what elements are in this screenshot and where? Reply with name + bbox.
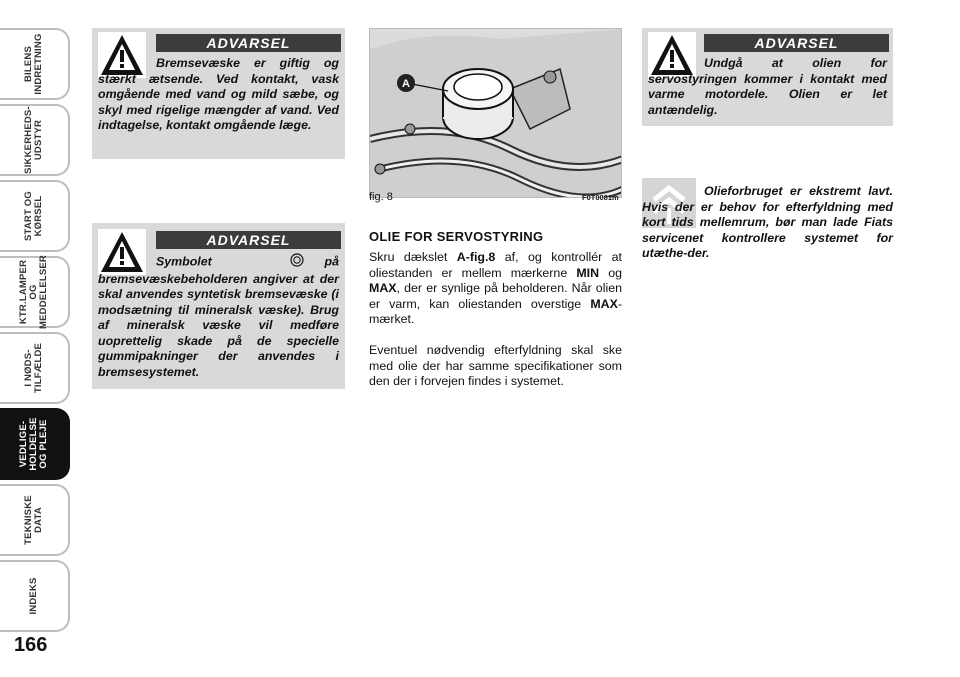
figure-caption: fig. 8 — [369, 191, 393, 203]
figure-reference: A-fig.8 — [456, 250, 496, 264]
warning-box-power-steering-oil — [642, 28, 893, 126]
warning-box-synthetic-fluid — [92, 223, 345, 389]
tab-ktr-lamper[interactable] — [0, 256, 70, 328]
note-oil-consumption — [642, 174, 893, 286]
tab-label: TEKNISKE DATA — [23, 495, 44, 545]
note-text: Olieforbruget er ekstremt lavt. Hvis der er behov for efterfyldning med kort tids mellemrum, bør man lade Fiats servicenet kontrollere systemet for utæthe-der. — [642, 184, 893, 260]
tab-indeks[interactable] — [0, 560, 70, 632]
brake-fluid-symbol-icon — [232, 253, 304, 272]
tab-sikkerhedsudstyr[interactable] — [0, 104, 70, 176]
engine-illustration — [370, 29, 622, 198]
text: -mærket. — [369, 296, 622, 327]
tab-label: SIKKERHEDS- UDSTYR — [23, 106, 44, 174]
text: og — [599, 265, 622, 280]
warning-text-before: Symbolet — [156, 254, 212, 269]
warning-box-brake-fluid — [92, 28, 345, 159]
text: , der er synlige på beholderen. Når olien er varm, kan oliestanden overstige — [369, 281, 622, 311]
warning-text — [98, 253, 339, 380]
warning-text: Bremsevæske er giftig og stærkt ætsende. Ved kontakt, vask omgående med vand og mild sæbe, og skyl med rigelige mængder af vand. Ved indtagelse, kontakt omgående læge. — [98, 56, 339, 132]
warning-text: Undgå at olien for servostyringen kommer i kontakt med varme motordele. Olien er let antændelig. — [648, 56, 887, 117]
page-number: 166 — [14, 634, 48, 656]
tab-bilens-indretning[interactable] — [0, 28, 70, 100]
tab-label: START OG KØRSEL — [23, 191, 44, 241]
tab-i-nodstilfaelde[interactable] — [0, 332, 70, 404]
tab-label: VEDLIGE- HOLDELSE OG PLEJE — [18, 417, 49, 471]
figure-label-a: A — [402, 78, 410, 90]
paragraph-2: Eventuel nødvendig efterfyldning skal ske med olie der har samme specifikationer som den der i forvejen findes i systemet. — [369, 343, 622, 389]
tab-start-og-korsel[interactable] — [0, 180, 70, 252]
text: af, og kontrollér at oliestanden er mellem mærkerne — [369, 250, 623, 280]
warning-text-after: på bremsevæskebeholderen angiver at der skal anvendes syntetisk bremsevæske (i modsætning til mineralsk væske). Brug af mineralsk væske vil medføre uoprettelig skade på de specielle gummipakninger der anvendes i bremsesystemet. — [98, 254, 339, 379]
tab-label: BILENS INDRETNING — [23, 33, 44, 95]
tab-label: I NØDS- TILFÆLDE — [23, 342, 44, 394]
max-mark: MAX — [369, 281, 397, 296]
figure-power-steering-reservoir — [369, 28, 622, 198]
warning-banner: ADVARSEL — [156, 34, 341, 52]
warning-banner: ADVARSEL — [704, 34, 889, 52]
figure-code: F0T0081m — [582, 193, 619, 202]
paragraph-1 — [369, 250, 622, 328]
text: Skru dækslet — [369, 250, 457, 264]
tab-tekniske-data[interactable] — [0, 484, 70, 556]
tab-label: KTR.LAMPER OG MEDDELELSER — [18, 255, 49, 329]
tab-vedligeholdelse[interactable] — [0, 408, 70, 480]
warning-banner: ADVARSEL — [156, 231, 341, 249]
section-title: OLIE FOR SERVOSTYRING — [369, 229, 544, 244]
min-mark: MIN — [576, 265, 600, 280]
tab-label: INDEKS — [28, 577, 39, 615]
max-mark: MAX — [590, 296, 618, 311]
